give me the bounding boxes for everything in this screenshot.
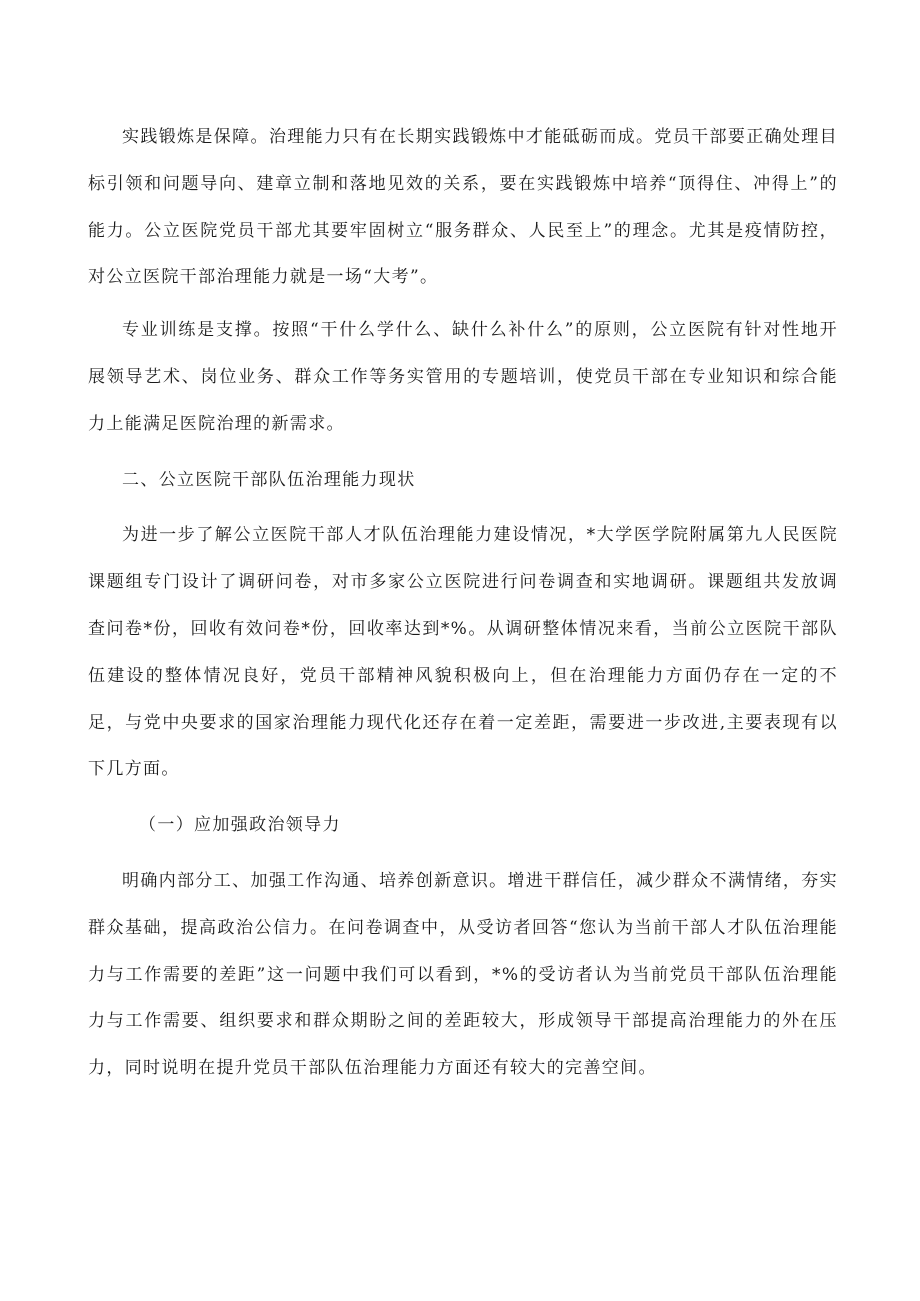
paragraph-survey-overview: 为进一步了解公立医院干部人才队伍治理能力建设情况，*大学医学院附属第九人民医院课题组专门设计了调研问卷，对市多家公立医院进行问卷调查和实地调研。课题组共发放调查问卷*份，回收有效问卷*份，回收率达到*%。从调研整体情况来看，当前公立医院干部队伍建设的整体情况良好，党员干部精神风貌积极向上，但在治理能力方面仍存在一定的不足，与党中央要求的国家治理能力现代化还存在着一定差距，需要进一步改进,主要表现有以下几方面。 xyxy=(88,525,838,780)
document-body xyxy=(88,114,838,1092)
paragraph-political-leadership: 明确内部分工、加强工作沟通、培养创新意识。增进干群信任，减少群众不满情绪，夯实群众基础，提高政治公信力。在问卷调查中，从受访者回答“您认为当前干部人才队伍治理能力与工作需要的差距”这一问题中我们可以看到，*%的受访者认为当前党员干部队伍治理能力与工作需要、组织要求和群众期盼之间的差距较大，形成领导干部提高治理能力的外在压力，同时说明在提升党员干部队伍治理能力方面还有较大的完善空间。 xyxy=(88,870,838,1079)
section-heading-status: 二、公立医院干部队伍治理能力现状 xyxy=(122,469,416,490)
paragraph-professional-training: 专业训练是支撑。按照“干什么学什么、缺什么补什么”的原则，公立医院有针对性地开展领导艺术、岗位业务、群众工作等务实管用的专题培训，使党员干部在专业知识和综合能力上能满足医院治理的新需求。 xyxy=(88,320,838,434)
paragraph-gap xyxy=(88,849,838,858)
paragraph-gap xyxy=(88,448,838,457)
paragraph-gap xyxy=(88,793,838,802)
paragraph-practice-training: 实践锻炼是保障。治理能力只有在长期实践锻炼中才能砥砺而成。党员干部要正确处理目标引领和问题导向、建章立制和落地见效的关系，要在实践锻炼中培养“顶得住、冲得上”的能力。公立医院党员干部尤其要牢固树立“服务群众、人民至上”的理念。尤其是疫情防控，对公立医院干部治理能力就是一场“大考”。 xyxy=(88,127,838,288)
paragraph-gap xyxy=(88,503,838,512)
subsection-heading-political-leadership: （一）应加强政治领导力 xyxy=(139,815,341,836)
